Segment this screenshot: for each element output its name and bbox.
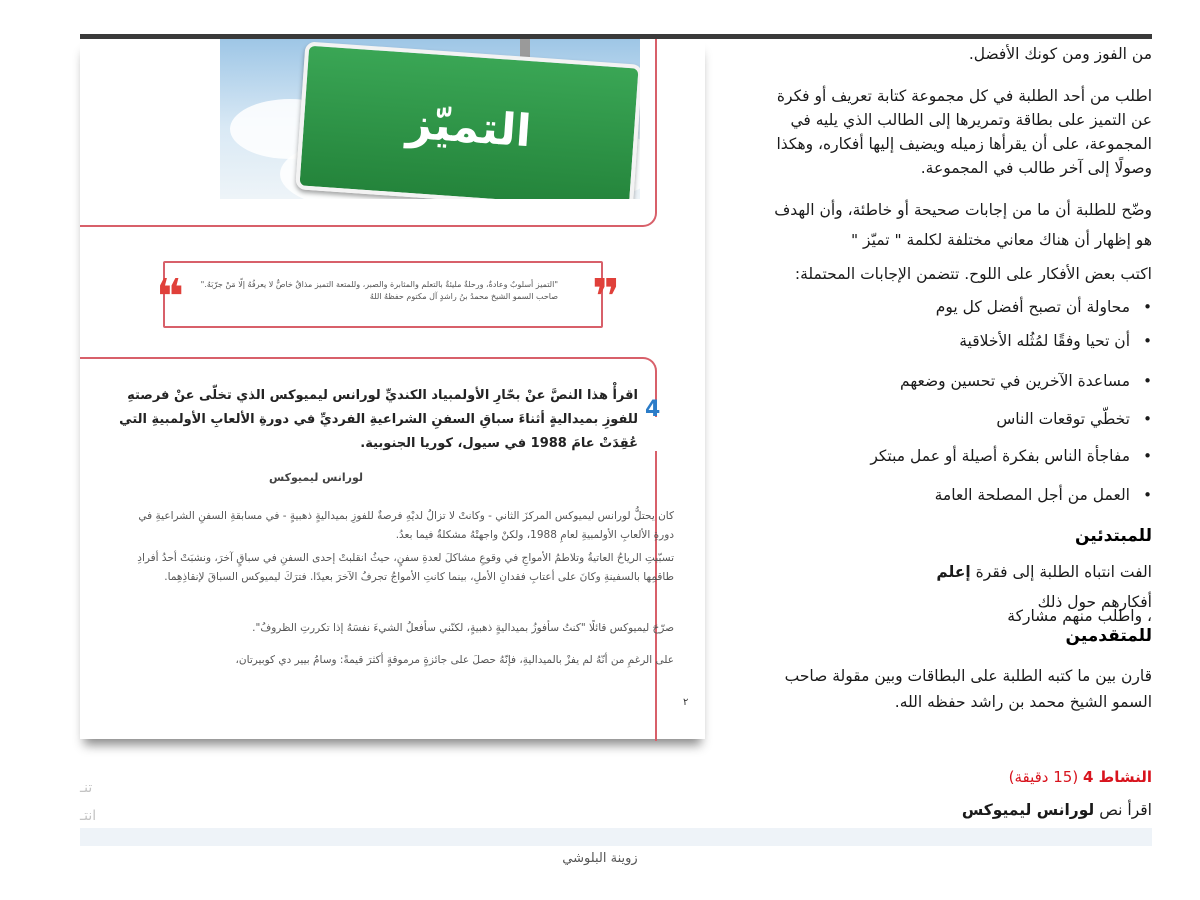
guide-line: وصولًا إلى آخر طالب في المجموعة. xyxy=(920,159,1152,177)
bullet-item: محاولة أن تصبح أفضل كل يوم xyxy=(935,298,1130,316)
activity-heading xyxy=(1009,768,1152,786)
beginners-line: أفكارهم حول ذلك xyxy=(1037,593,1152,611)
activity-number: 4 xyxy=(645,397,661,422)
frame-top xyxy=(80,39,657,227)
beginners-line: ، واطلب منهم مشاركة xyxy=(1007,607,1152,625)
activity-time: (15 دقيقة) xyxy=(1008,768,1079,786)
passage-paragraph: كان يحتلُّ لورانس ليميوكس المركزَ الثاني - وكانتْ لا تزالُ لديْهِ فرصةٌ للفوزِ بميداليةٍ ذهبيةٍ - في مسابقةِ السفنِ الشراعيةِ في دورةِ الألعابِ الأولمبيةِ لعامِ 1988، ولكنْ واجهتْهُ مشكلةٌ فيما بعدُ. xyxy=(138,510,674,541)
guide-line: من الفوز ومن كونك الأفضل. xyxy=(968,45,1152,63)
frame-right-lower xyxy=(655,451,657,741)
beginners-line xyxy=(936,560,1152,584)
frame-mid xyxy=(80,357,657,379)
ghost-text: انتـ xyxy=(80,808,97,824)
guide-line: اطلب من أحد الطلبة في كل مجموعة كتابة تعريف أو فكرة xyxy=(776,87,1152,105)
bullet-item: تخطّي توقعات الناس xyxy=(996,410,1130,428)
bullet-icon: • xyxy=(1143,410,1152,428)
footer-author: زوينة البلوشي xyxy=(562,851,638,866)
page-number: ٢ xyxy=(683,697,689,708)
beginners-text: الفت انتباه الطلبة إلى فقرة xyxy=(975,563,1152,581)
advanced-heading: للمتقدمين xyxy=(1065,626,1152,646)
advanced-line: قارن بين ما كتبه الطلبة على البطاقات وبين مقولة صاحب xyxy=(784,667,1152,685)
bullet-icon: • xyxy=(1143,486,1152,504)
read-text: اقرأ نص xyxy=(1099,801,1152,819)
bullet-icon: • xyxy=(1143,447,1152,465)
bottom-strip xyxy=(80,828,1152,846)
bullet-item: أن تحيا وفقًا لمُثُله الأخلاقية xyxy=(959,332,1130,350)
guide-line: عن التميز على بطاقة وتمريرها إلى الطالب الذي يليه في xyxy=(790,111,1152,129)
guide-line: هو إظهار أن هناك معاني مختلفة لكلمة " تميّز " xyxy=(850,231,1152,249)
guide-line: اكتب بعض الأفكار على اللوح. تتضمن الإجابات المحتملة: xyxy=(794,265,1152,283)
beginners-bold: إعلم xyxy=(936,563,971,581)
passage-title: لورانس ليميوكس xyxy=(269,471,363,484)
bullet-icon: • xyxy=(1143,298,1152,316)
open-quote-icon: ❝ xyxy=(156,269,185,325)
passage-paragraph: صرّحَ ليميوكس قائلًا "كنتُ سأفوزُ بميداليةٍ ذهبيةٍ، لكنّني سأفعلُ الشيءَ نفسَهُ إذا تكررتِ الظروفُ". xyxy=(252,622,674,634)
bullet-item: مساعدة الآخرين في تحسين وضعهم xyxy=(900,372,1130,390)
read-line xyxy=(962,798,1152,822)
bullet-icon: • xyxy=(1143,372,1152,390)
bullet-icon: • xyxy=(1143,332,1152,350)
ghost-text: تنـ xyxy=(80,780,93,796)
bullet-item: مفاجأة الناس بفكرة أصيلة أو عمل مبتكر xyxy=(870,447,1130,465)
textbook-page-image xyxy=(80,39,705,739)
passage-paragraph: تسبّبتِ الرياحُ العاتيةُ وتلاطمُ الأمواجِ في وقوعِ مشاكلَ لعدةِ سفنٍ، حيثُ انقلبتْ إحدى السفنِ في سباقٍ آخرَ، ونشبَتْ أحدُ أفرادِ طاقمِها بالسفينةِ وكانَ على أعتابِ فقدانِ الأملِ، بينما كانتِ الأمواجُ تجرفُ الآخرَ بعيدًا. فترَكَ ليميوكس السباقَ لإنقاذِهِما. xyxy=(137,552,674,583)
advanced-line: السمو الشيخ محمد بن راشد حفظه الله. xyxy=(894,693,1152,711)
guide-line: وضّح للطلبة أن ما من إجابات صحيحة أو خاطئة، وأن الهدف xyxy=(774,201,1152,219)
close-quote-icon: ❞ xyxy=(592,269,621,325)
passage-paragraph: على الرغمِ من أنّهُ لم يفزْ بالميداليةِ، فإنّهُ حصلَ على جائزةٍ مرموقةٍ أكثرَ قيمةً: وسامُ بيير دي كوبيرتان، xyxy=(235,654,674,666)
read-bold: لورانس ليميوكس xyxy=(961,801,1095,819)
sign-text: التميّز xyxy=(405,97,533,157)
activity-instruction: اقرأْ هذا النصَّ عنْ بحّارِ الأولمبياد الكنديِّ لورانس ليميوكس الذي تخلّى عنْ فرصتهِ للفوزِ بميداليةٍ أثناءَ سباقِ السفنِ الشراعيةِ الفرديِّ في دورةِ الألعابِ الأولمبيةِ التي عُقِدَتْ عامَ 1988 في سيول، كوريا الجنوبية. xyxy=(119,388,638,451)
quote-text: "التميز أسلوبٌ وعادةٌ، ورحلةٌ مليئةٌ بالتعلم والمثابرة والصبر، وللمتعة التميز مذاقٌ خاصٌّ لا يعرفُهُ إلّا مَنْ جرّبَهُ." صاحب السمو الشيخ محمدُ بنُ راشدٍ آل مكتوم حفظهُ اللهُ xyxy=(200,280,558,301)
guide-line: المجموعة، على أن يقرأها زميله ويضيف إليها أفكاره، وهكذا xyxy=(776,135,1152,153)
bullet-item: العمل من أجل المصلحة العامة xyxy=(934,486,1130,504)
activity-label: النشاط 4 xyxy=(1082,768,1152,786)
beginners-heading: للمبتدئين xyxy=(1074,526,1152,546)
